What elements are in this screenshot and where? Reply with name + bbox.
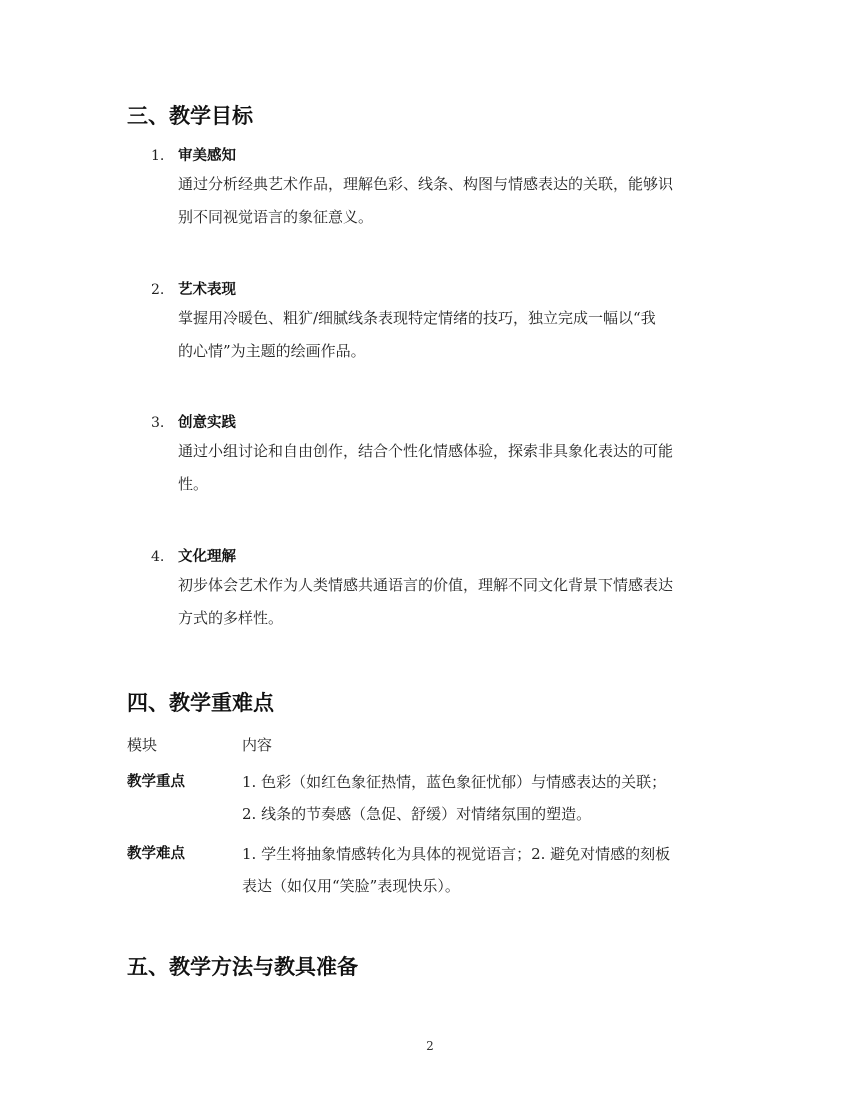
goal-description-line: 别不同视觉语言的象征意义。	[178, 208, 374, 226]
section-heading-teaching-goals: 三、教学目标	[127, 104, 253, 128]
goal-description-line: 掌握用冷暖色、粗犷/细腻线条表现特定情绪的技巧，独立完成一幅以“我	[178, 309, 656, 327]
section-heading-key-points: 四、教学重难点	[127, 691, 274, 715]
table-row-label-difficulty: 教学难点	[127, 846, 185, 862]
table-header-content: 内容	[242, 736, 273, 754]
goal-description	[178, 435, 740, 501]
goal-number: 1.	[151, 148, 165, 164]
table-cell-line: 2. 线条的节奏感（急促、舒缓）对情绪氛围的塑造。	[242, 805, 592, 823]
table-row-content-key	[242, 766, 737, 830]
goal-number: 2.	[151, 282, 165, 298]
goal-description-line: 通过小组讨论和自由创作，结合个性化情感体验，探索非具象化表达的可能	[178, 442, 674, 460]
goal-number: 4.	[151, 549, 165, 565]
page-number: 2	[426, 1039, 434, 1053]
table-cell-line: 1. 色彩（如红色象征热情，蓝色象征忧郁）与情感表达的关联；	[242, 773, 667, 791]
section-heading-methods-materials: 五、教学方法与教具准备	[127, 955, 358, 979]
goal-description	[178, 302, 740, 368]
table-cell-line: 表达（如仅用“笑脸”表现快乐）。	[242, 877, 460, 895]
goal-title: 艺术表现	[178, 282, 236, 298]
goal-description	[178, 168, 740, 234]
goal-description-line: 方式的多样性。	[178, 609, 284, 627]
goal-title: 创意实践	[178, 415, 236, 431]
key-points-table	[127, 734, 747, 904]
goal-description	[178, 569, 740, 635]
table-row-label-key: 教学重点	[127, 774, 185, 790]
goal-title: 文化理解	[178, 549, 236, 565]
goal-description-line: 通过分析经典艺术作品，理解色彩、线条、构图与情感表达的关联，能够识	[178, 175, 674, 193]
goal-number: 3.	[151, 415, 165, 431]
goal-description-line: 的心情”为主题的绘画作品。	[178, 342, 366, 360]
goal-description-line: 初步体会艺术作为人类情感共通语言的价值，理解不同文化背景下情感表达	[178, 576, 674, 594]
table-cell-line: 1. 学生将抽象情感转化为具体的视觉语言；2. 避免对情感的刻板	[242, 845, 671, 863]
table-header-module: 模块	[127, 736, 158, 754]
table-row-content-difficulty	[242, 838, 737, 902]
goal-description-line: 性。	[178, 475, 209, 493]
goal-title: 审美感知	[178, 148, 236, 164]
